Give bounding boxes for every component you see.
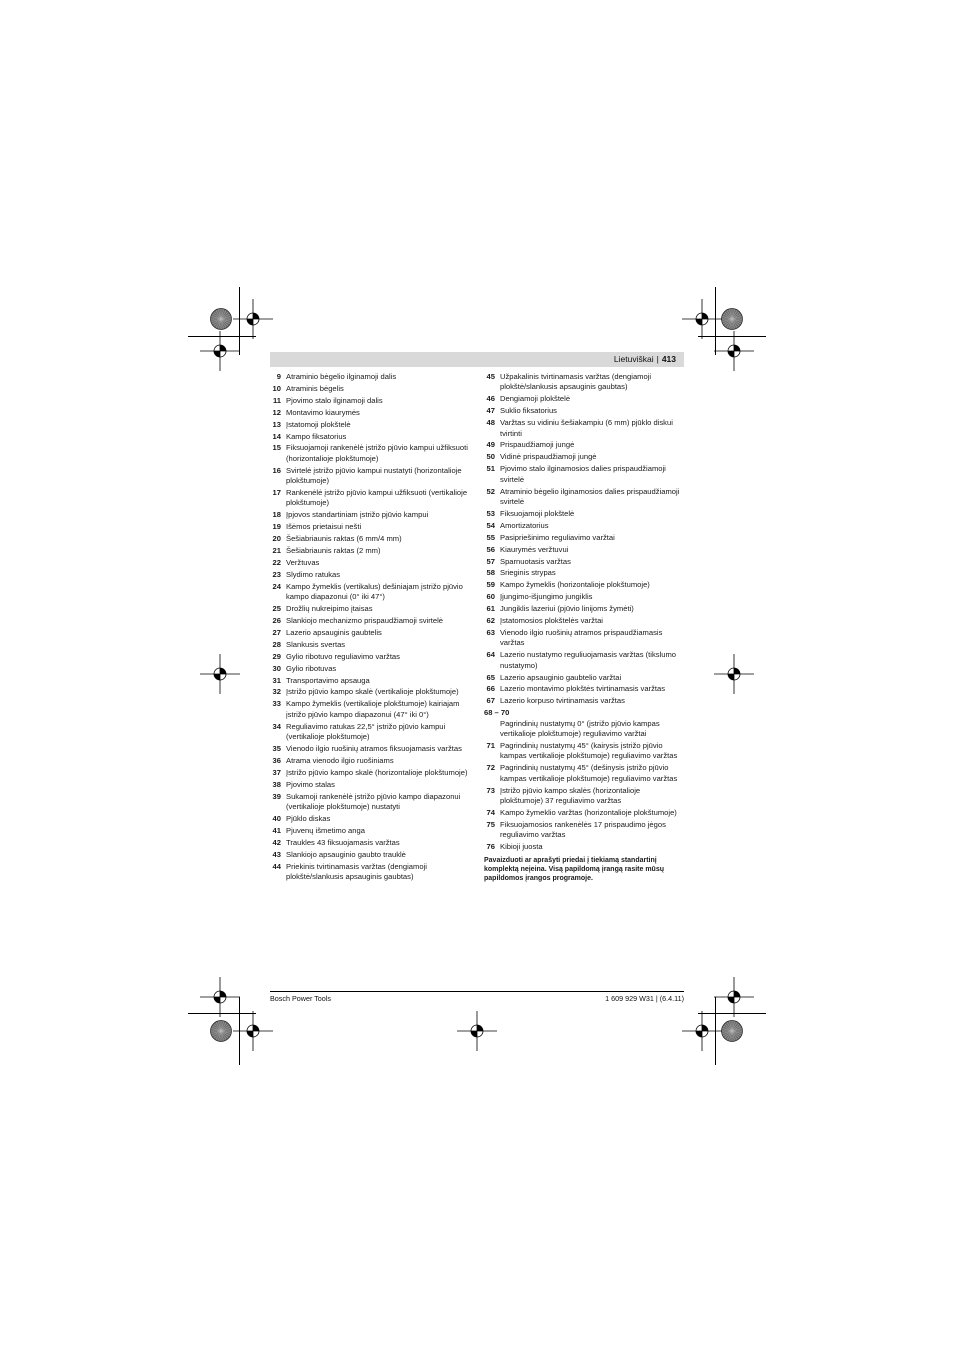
- list-item: [484, 786, 684, 807]
- list-item: [484, 568, 684, 578]
- item-number: 60: [486, 592, 495, 602]
- range-text: Pagrindinių nustatymų 0° (įstrižo pjūvio kampas vertikalioje plokštumoje) reguliavimo varžtai: [500, 718, 660, 739]
- item-number: 66: [486, 684, 495, 694]
- list-item: [484, 820, 684, 841]
- parts-list-right-a: [484, 372, 684, 707]
- item-number: 56: [486, 544, 495, 554]
- list-item: [270, 722, 470, 743]
- crop-line: [698, 336, 766, 337]
- accessories-note: Pavaizduoti ar aprašyti priedai į tiekiamą standartinį komplektą neįeina. Visą papildomą įrangą rasite mūsų papildomos įrangos programoje.: [484, 856, 664, 883]
- item-number: 16: [272, 465, 281, 475]
- footer-rule: [270, 991, 684, 992]
- item-number: 63: [486, 627, 495, 637]
- item-text: Kiaurymės veržtuvui: [500, 544, 569, 554]
- item-number: 36: [272, 755, 281, 765]
- crop-line: [239, 287, 240, 355]
- list-item: [484, 763, 684, 784]
- item-number: 72: [486, 763, 495, 773]
- header-language: Lietuviškai: [613, 354, 654, 364]
- registration-disc-icon: [721, 308, 743, 330]
- list-item: [270, 534, 470, 544]
- list-item: [484, 464, 684, 485]
- item-text: Lazerio montavimo plokštės tvirtinamasis varžtas: [500, 684, 666, 694]
- item-text: Slankiojo mechanizmo prispaudžiamoji svirtelė: [286, 616, 444, 626]
- item-text: Gylio ribotuvo reguliavimo varžtas: [286, 651, 400, 661]
- item-text: Fiksuojamoji rankenėlė įstrižo pjūvio kampui užfiksuoti (horizontalioje plokštumoje): [286, 443, 468, 463]
- item-number: 64: [486, 650, 495, 660]
- list-item: [270, 558, 470, 568]
- item-number: 15: [272, 443, 281, 453]
- list-item: [484, 673, 684, 683]
- item-number: 30: [272, 663, 281, 673]
- item-number: 40: [272, 813, 281, 823]
- list-item: [270, 488, 470, 509]
- list-item: [270, 546, 470, 556]
- item-text: Slankusis svertas: [286, 639, 346, 649]
- item-text: Fiksuojamoji plokštelė: [500, 508, 575, 518]
- list-item: [484, 452, 684, 462]
- list-item: [270, 432, 470, 442]
- list-item: [484, 684, 684, 694]
- item-number: 26: [272, 616, 281, 626]
- list-item: [270, 372, 470, 382]
- item-text: Rankenėlė įstrižo pjūvio kampui užfiksuoti (vertikalioje plokštumoje): [286, 488, 468, 508]
- item-number: 44: [272, 861, 281, 871]
- list-item: [270, 652, 470, 662]
- item-text: Kampo žymeklis (vertikalioje plokštumoje) kairiajam įstrižo pjūvio kampo diapazonui (47° iki 0°): [286, 699, 460, 719]
- item-number: 34: [272, 721, 281, 731]
- item-text: Amortizatorius: [500, 520, 549, 530]
- item-number: 18: [272, 510, 281, 520]
- item-number: 31: [272, 675, 281, 685]
- item-text: Užpakalinis tvirtinamasis varžtas (dengiamoji plokštė/slankusis apsauginis gaubtas): [500, 372, 652, 392]
- item-number: 54: [486, 520, 495, 530]
- parts-list-right-column: [484, 372, 684, 884]
- item-text: Pjūklo diskas: [286, 813, 331, 823]
- list-item: [270, 664, 470, 674]
- footer-brand: Bosch Power Tools: [270, 994, 331, 1003]
- item-text: Kampo žymeklis (horizontalioje plokštumoje): [500, 580, 650, 590]
- registration-crosshair-icon: [714, 654, 754, 694]
- item-text: Dengiamoji plokštelė: [500, 394, 571, 404]
- list-item: [270, 582, 470, 603]
- list-item: [484, 545, 684, 555]
- registration-crosshair-icon: [457, 1011, 497, 1051]
- crop-line: [188, 1013, 256, 1014]
- item-text: Slydimo ratukas: [286, 569, 341, 579]
- item-text: Jungiklis lazeriui (pjūvio linijoms žymėti): [500, 604, 634, 614]
- item-number: 13: [272, 419, 281, 429]
- item-text: Drožlių nukreipimo įtaisas: [286, 604, 373, 614]
- item-text: Išėmos prietaisui nešti: [286, 522, 362, 532]
- item-text: Veržtuvas: [286, 558, 320, 567]
- list-item: [270, 570, 470, 580]
- list-item: [270, 814, 470, 824]
- list-item: [270, 384, 470, 394]
- item-text: Šešiabriaunis raktas (6 mm/4 mm): [286, 534, 402, 544]
- list-item: [484, 650, 684, 671]
- list-item: [270, 420, 470, 430]
- list-item: [484, 440, 684, 450]
- list-item: [484, 521, 684, 531]
- item-text: Srieginis strypas: [500, 568, 556, 578]
- item-text: Šešiabriaunis raktas (2 mm): [286, 546, 381, 556]
- list-item: [270, 826, 470, 836]
- parts-list-right-b: [484, 741, 684, 853]
- item-text: Sukamoji rankenėlė įstrižo pjūvio kampo diapazonui (vertikalioje plokštumoje) nustatyti: [286, 791, 461, 812]
- list-item: [270, 792, 470, 813]
- registration-disc-icon: [210, 1020, 232, 1042]
- item-number: 19: [272, 522, 281, 532]
- item-text: Įstrižo pjūvio kampo skalė (horizontalioje plokštumoje): [286, 767, 468, 777]
- item-text: Pjovimo stalas: [286, 779, 335, 789]
- item-text: Svirtelė įstrižo pjūvio kampui nustatyti (horizontalioje plokštumoje): [286, 465, 462, 486]
- item-number: 51: [486, 464, 495, 474]
- list-item: [270, 850, 470, 860]
- crop-line: [239, 997, 240, 1065]
- footer-doc-number: 1 609 929 W31 | (6.4.11): [605, 994, 684, 1003]
- item-text: Transportavimo apsauga: [286, 675, 370, 685]
- list-item: [484, 616, 684, 626]
- item-number: 43: [272, 849, 281, 859]
- item-number: 21: [272, 546, 281, 556]
- item-text: Kampo fiksatorius: [286, 431, 347, 441]
- item-text: Atraminio bėgelio ilginamoji dalis: [286, 372, 397, 381]
- item-text: Įjungimo-išjungimo jungiklis: [500, 592, 593, 602]
- item-text: Vienodo ilgio ruošinių atramos fiksuojamasis varžtas: [286, 744, 462, 753]
- item-number: 11: [272, 395, 281, 405]
- item-number: 22: [272, 558, 281, 567]
- item-number: 29: [272, 651, 281, 661]
- list-item: [484, 696, 684, 706]
- list-item: [270, 466, 470, 487]
- list-item: [270, 756, 470, 766]
- item-text: Pasipriešinimo reguliavimo varžtai: [500, 532, 615, 542]
- item-text: Pagrindinių nustatymų 45° (kairysis įstrižo pjūvio kampas vertikalioje plokštumoje) reguliavimo varžtas: [500, 741, 678, 761]
- registration-disc-icon: [721, 1020, 743, 1042]
- item-text: Gylio ribotuvas: [286, 663, 337, 673]
- item-text: Pjuvenų išmetimo anga: [286, 825, 365, 835]
- list-item: [270, 780, 470, 790]
- range-label: 68 – 70: [484, 708, 510, 718]
- list-item: [270, 838, 470, 848]
- item-number: 55: [486, 532, 495, 542]
- list-item: [484, 808, 684, 818]
- list-item: [484, 842, 684, 852]
- crop-line: [188, 336, 256, 337]
- item-number: 49: [486, 440, 495, 450]
- list-item: [270, 628, 470, 638]
- item-text: Montavimo kiaurymės: [286, 407, 360, 417]
- item-number: 9: [276, 372, 281, 381]
- item-number: 27: [272, 627, 281, 637]
- list-item: [484, 628, 684, 649]
- item-number: 52: [486, 486, 495, 496]
- list-item: [270, 396, 470, 406]
- list-item: [484, 372, 684, 393]
- item-text: Įstatomoji plokštelė: [286, 419, 351, 429]
- header-text: [614, 353, 676, 366]
- list-item: [484, 604, 684, 614]
- item-text: Vidinė prispaudžiamoji jungė: [500, 452, 597, 462]
- item-text: Pjovimo stalo ilginamoji dalis: [286, 395, 383, 405]
- item-number: 67: [486, 696, 495, 706]
- item-number: 65: [486, 672, 495, 682]
- item-number: 10: [272, 383, 281, 393]
- item-text: Kampo žymeklis (vertikalus) dešiniajam įstrižo pjūvio kampo diapazonui (0° iki 47°): [286, 581, 463, 602]
- item-text: Atraminio bėgelio ilginamosios dalies prispaudžiamoji svirtelė: [500, 486, 680, 506]
- item-number: 12: [272, 407, 281, 417]
- item-number: 46: [486, 394, 495, 404]
- page-header: [270, 352, 684, 367]
- item-number: 76: [486, 842, 495, 852]
- list-item: [270, 510, 470, 520]
- registration-crosshair-icon: [200, 331, 240, 371]
- item-number: 17: [272, 488, 281, 498]
- item-number: 39: [272, 791, 281, 801]
- list-item: [484, 580, 684, 590]
- item-text: Reguliavimo ratukas 22,5° įstrižo pjūvio kampui (vertikalioje plokštumoje): [286, 721, 446, 742]
- list-item: [270, 616, 470, 626]
- list-item: [270, 768, 470, 778]
- item-text: Atraminis bėgelis: [286, 383, 344, 393]
- range-item: [484, 719, 684, 740]
- list-item: [270, 443, 470, 464]
- list-item: [270, 640, 470, 650]
- item-text: Prispaudžiamoji jungė: [500, 440, 575, 450]
- list-item: [484, 592, 684, 602]
- list-item: [484, 418, 684, 439]
- registration-crosshair-icon: [682, 1011, 722, 1051]
- page-number: 413: [661, 354, 676, 364]
- item-number: 42: [272, 837, 281, 847]
- item-text: Sparnuotasis varžtas: [500, 556, 571, 566]
- list-item: [484, 533, 684, 543]
- list-item: [270, 522, 470, 532]
- list-item: [484, 741, 684, 762]
- item-text: Įstrižo pjūvio kampo skalė (vertikalioje plokštumoje): [286, 687, 459, 697]
- item-text: Lazerio nustatymo reguliuojamasis varžtas (tikslumo nustatymo): [500, 650, 676, 670]
- item-text: Vienodo ilgio ruošinių atramos prispaudžiamasis varžtas: [500, 627, 663, 648]
- crop-line: [715, 287, 716, 355]
- item-number: 73: [486, 785, 495, 795]
- item-text: Pjovimo stalo ilginamosios dalies prispaudžiamoji svirtelė: [500, 464, 666, 484]
- item-text: Lazerio apsauginis gaubtelis: [286, 627, 382, 637]
- item-number: 35: [272, 744, 281, 753]
- item-text: Priekinis tvirtinamasis varžtas (dengiamoji plokštė/slankusis apsauginis gaubtas): [286, 861, 427, 881]
- item-number: 59: [486, 580, 495, 590]
- item-number: 61: [486, 604, 495, 614]
- item-text: Suklio fiksatorius: [500, 406, 557, 416]
- list-item: [270, 676, 470, 686]
- item-number: 57: [486, 556, 495, 566]
- list-item: [270, 862, 470, 883]
- list-item: [484, 557, 684, 567]
- registration-crosshair-icon: [714, 331, 754, 371]
- registration-crosshair-icon: [200, 654, 240, 694]
- item-text: Slankiojo apsauginio gaubto trauklė: [286, 849, 406, 859]
- item-number: 41: [272, 825, 281, 835]
- item-number: 62: [486, 616, 495, 626]
- item-number: 38: [272, 779, 281, 789]
- parts-list-left-column: [270, 372, 470, 884]
- item-number: 58: [486, 568, 495, 578]
- item-number: 71: [486, 741, 495, 750]
- item-number: 14: [272, 431, 281, 441]
- item-text: Traukles 43 fiksuojamasis varžtas: [286, 837, 400, 847]
- crop-line: [715, 997, 716, 1065]
- item-text: Įstatomosios plokštelės varžtai: [500, 616, 603, 626]
- list-item: [270, 604, 470, 614]
- item-number: 23: [272, 569, 281, 579]
- item-text: Lazerio apsauginio gaubtelio varžtai: [500, 672, 622, 682]
- item-number: 25: [272, 604, 281, 614]
- list-item: [270, 408, 470, 418]
- list-item: [484, 487, 684, 508]
- item-number: 47: [486, 406, 495, 416]
- registration-disc-icon: [210, 308, 232, 330]
- parts-range-item: [484, 708, 684, 739]
- item-number: 32: [272, 687, 281, 697]
- header-separator: |: [656, 354, 659, 364]
- list-item: [484, 406, 684, 416]
- item-number: 74: [486, 807, 495, 817]
- item-number: 24: [272, 581, 281, 591]
- item-number: 28: [272, 639, 281, 649]
- list-item: [484, 509, 684, 519]
- item-number: 75: [486, 819, 495, 829]
- item-number: 45: [486, 372, 495, 381]
- item-number: 50: [486, 452, 495, 462]
- item-text: Atrama vienodo ilgio ruošiniams: [286, 755, 394, 765]
- item-text: Kampo žymeklio varžtas (horizontalioje plokštumoje): [500, 807, 677, 817]
- list-item: [270, 687, 470, 697]
- item-text: Įstrižo pjūvio kampo skalės (horizontalioje plokštumoje) 37 reguliavimo varžtas: [500, 785, 641, 806]
- item-text: Varžtas su vidiniu šešiakampiu (6 mm) pjūklo diskui tvirtinti: [500, 418, 673, 438]
- item-number: 53: [486, 508, 495, 518]
- item-text: Lazerio korpuso tvirtinamasis varžtas: [500, 696, 625, 706]
- item-text: Įpjovos standartiniam įstrižo pjūvio kampui: [286, 510, 429, 520]
- item-text: Fiksuojamosios rankenėlės 17 prispaudimo jėgos reguliavimo varžtas: [500, 819, 666, 840]
- crop-line: [698, 1013, 766, 1014]
- item-text: Kibioji juosta: [500, 842, 543, 852]
- item-number: 37: [272, 767, 281, 777]
- item-number: 48: [486, 418, 495, 428]
- list-item: [270, 744, 470, 754]
- list-item: [270, 699, 470, 720]
- list-item: [484, 394, 684, 404]
- item-text: Pagrindinių nustatymų 45° (dešinysis įstrižo pjūvio kampas vertikalioje plokštumoje) reguliavimo varžtas: [500, 763, 678, 783]
- item-number: 33: [272, 699, 281, 709]
- item-number: 20: [272, 534, 281, 544]
